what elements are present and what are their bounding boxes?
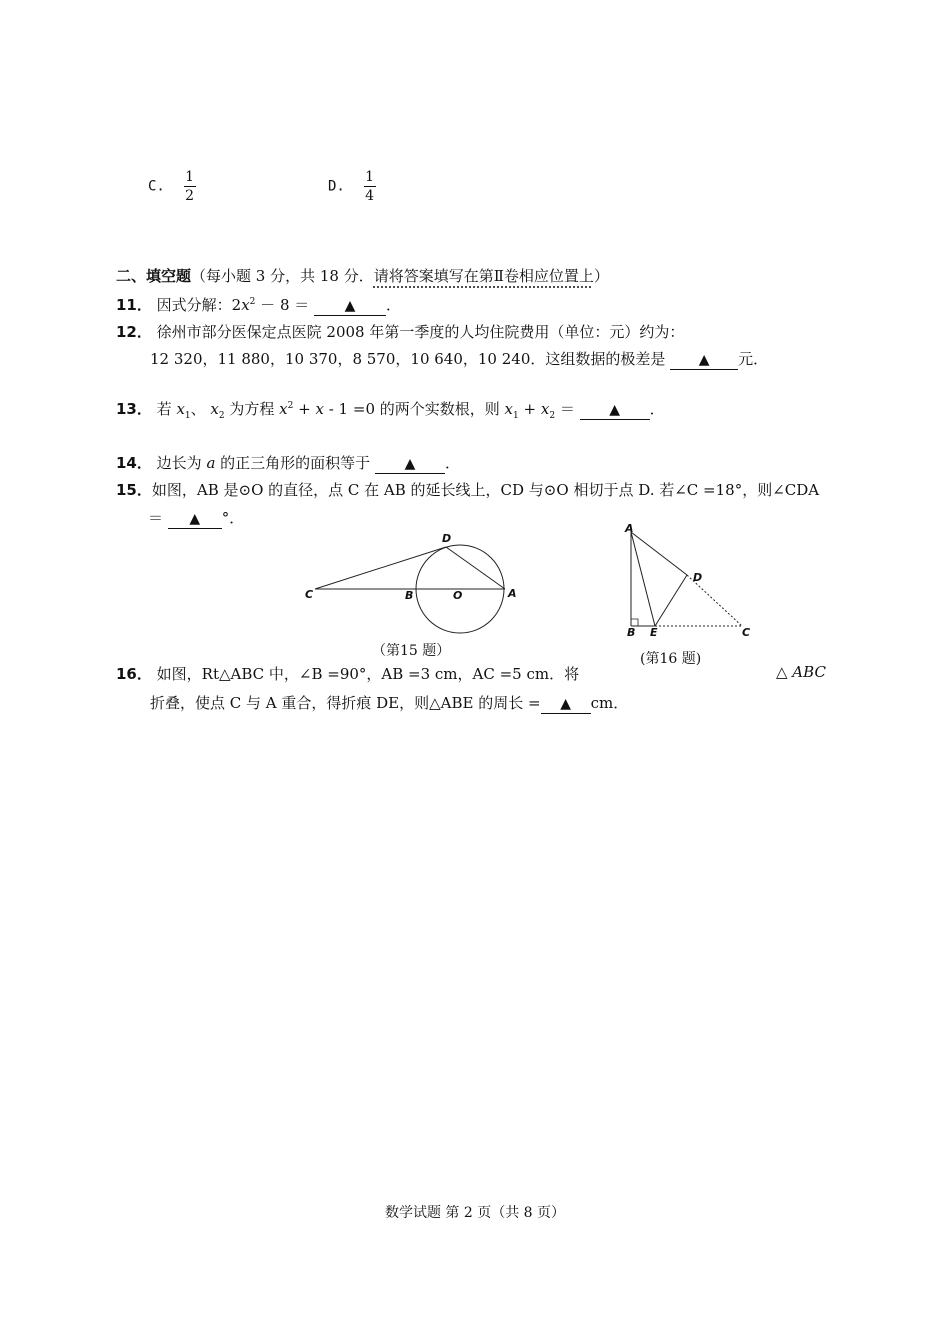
q14-answer-blank[interactable]: ▲	[375, 456, 445, 474]
figure-15	[300, 526, 530, 638]
question-15-line2: ＝ ▲ °．	[148, 509, 245, 527]
q13-number: 13．	[116, 400, 152, 418]
q16-line1-right: △ ABC	[776, 663, 826, 681]
q11-number: 11．	[116, 296, 152, 314]
fig16-line-de	[655, 575, 687, 626]
option-c-label: C.	[148, 178, 165, 195]
option-c-denominator: 2	[185, 188, 195, 204]
section-note-b: 请将答案填写在第Ⅱ卷相应位置上	[373, 267, 594, 285]
fig16-line-ae	[631, 532, 655, 626]
fig15-label-d: D	[442, 532, 452, 545]
q14-number: 14．	[116, 454, 152, 472]
fig15-line-cd	[315, 547, 446, 589]
option-d	[328, 168, 376, 205]
fig15-label-c: C	[305, 588, 314, 601]
question-16-line2: 折叠，使点 C 与 A 重合，得折痕 DE，则△ABE 的周长 = ▲ cm．	[150, 694, 629, 712]
q12-number: 12．	[116, 323, 152, 341]
page-footer: 数学试题 第 2 页（共 8 页）	[384, 1205, 566, 1221]
fig15-line-da	[446, 547, 505, 589]
q13-answer-blank[interactable]: ▲	[580, 402, 650, 420]
q16-number: 16．	[116, 665, 152, 683]
fig16-line-ad	[631, 532, 687, 575]
q16-answer-blank[interactable]: ▲	[541, 696, 591, 714]
section-heading	[116, 265, 609, 286]
question-13: 13． 若 $x_1$、 $x_2$ 为方程 $x^2 + x - 1 =0$ 的两个实数根，则 $x_1 + x_2$ ＝ ▲ ．	[116, 400, 665, 421]
q12-line1: 徐州市部分医保定点医院 2008 年第一季度的人均住院费用（单位：元）约为：	[156, 323, 685, 341]
question-16	[116, 663, 579, 684]
fig16-label-a: A	[625, 522, 634, 535]
section-note-a: （每小题 3 分，共 18 分．	[191, 267, 374, 285]
question-12	[116, 321, 684, 342]
option-c-numerator: 1	[185, 169, 195, 185]
fig15-label-b: B	[405, 589, 414, 602]
fig15-caption: （第15 题）	[372, 643, 451, 659]
q16-line1: 如图，Rt△ABC 中，∠B =90°，AB =3 cm，AC =5 cm．将	[156, 665, 580, 683]
fig16-label-b: B	[627, 626, 636, 639]
question-15	[116, 479, 819, 500]
option-c-fraction	[184, 168, 196, 205]
fig16-label-d: D	[693, 571, 703, 584]
figure-16	[620, 518, 760, 642]
option-d-numerator: 1	[365, 169, 375, 185]
fig16-label-e: E	[650, 626, 658, 639]
fig15-label-a: A	[508, 587, 517, 600]
option-d-denominator: 4	[365, 188, 375, 204]
q12-line2: 12 320，11 880，10 370，8 570，10 640，10 240．这组数据的极差是	[150, 350, 666, 368]
q11-text: 因式分解：2	[156, 296, 242, 314]
section-note-c: ）	[593, 267, 609, 285]
q15-number: 15．	[116, 481, 152, 499]
option-d-fraction	[364, 168, 376, 205]
option-d-label: D.	[328, 178, 345, 195]
question-11: 11． 因式分解：$2x^2 - 8$ ＝ ▲ ．	[116, 296, 402, 314]
fig16-label-c: C	[742, 626, 751, 639]
section-title: 二、填空题	[116, 267, 192, 285]
fig16-caption: (第16 题)	[640, 651, 702, 667]
q15-line1: 如图，AB 是⊙O 的直径，点 C 在 AB 的延长线上，CD 与⊙O 相切于点 D. 若∠C =18°，则∠CDA	[151, 481, 820, 499]
q11-answer-blank[interactable]: ▲	[314, 298, 386, 316]
fig15-label-o: O	[453, 589, 463, 602]
question-12-line2: 12 320，11 880，10 370，8 570，10 640，10 240．这组数据的极差是 ▲ 元．	[150, 350, 769, 368]
q12-answer-blank[interactable]: ▲	[670, 352, 738, 370]
question-14: 14． 边长为 a 的正三角形的面积等于 ▲ ．	[116, 454, 460, 472]
q15-answer-blank[interactable]: ▲	[168, 511, 222, 529]
option-c	[148, 168, 196, 205]
fig16-right-angle	[631, 619, 638, 626]
